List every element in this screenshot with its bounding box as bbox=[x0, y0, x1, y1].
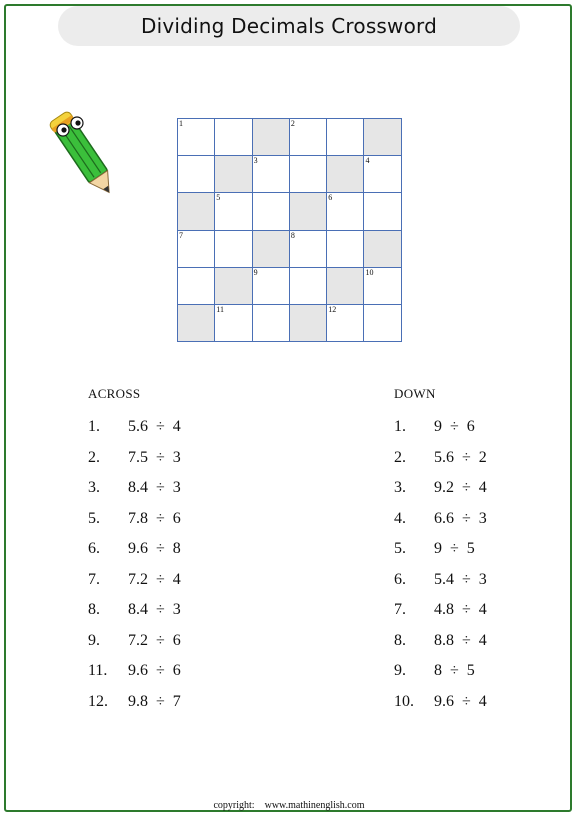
cell-number: 10 bbox=[365, 267, 374, 277]
grid-cell-shaded bbox=[253, 231, 290, 268]
grid-cell-shaded bbox=[215, 268, 252, 305]
cell-number: 1 bbox=[179, 119, 183, 128]
clue-expression: 7.8 ÷ 6 bbox=[128, 509, 181, 527]
across-clue bbox=[88, 632, 181, 663]
crossword-grid bbox=[177, 118, 402, 342]
down-clue-list bbox=[394, 418, 487, 723]
grid-cell[interactable] bbox=[215, 305, 252, 342]
cell-number: 12 bbox=[328, 304, 337, 314]
clue-number: 2. bbox=[88, 448, 100, 466]
grid-cell[interactable] bbox=[178, 231, 215, 268]
grid-cell[interactable] bbox=[178, 268, 215, 305]
grid-cell[interactable] bbox=[253, 156, 290, 193]
cell-number: 6 bbox=[328, 193, 333, 203]
clue-number: 5. bbox=[88, 509, 100, 527]
down-clue bbox=[394, 479, 487, 510]
clue-number: 9. bbox=[394, 662, 406, 679]
clue-expression: 4.8 ÷ 4 bbox=[434, 601, 487, 618]
grid-cell-shaded bbox=[290, 305, 327, 342]
clue-number: 7. bbox=[88, 570, 100, 588]
grid-cell-shaded bbox=[253, 119, 290, 156]
grid-cell[interactable] bbox=[290, 268, 327, 305]
grid-cell[interactable] bbox=[178, 156, 215, 193]
clue-number: 6. bbox=[394, 570, 406, 588]
cell-number: 3 bbox=[253, 156, 258, 166]
cell-number: 4 bbox=[365, 156, 370, 166]
grid-cell[interactable] bbox=[327, 305, 364, 342]
down-clue bbox=[394, 662, 487, 693]
down-heading: DOWN bbox=[394, 386, 436, 401]
clue-number: 7. bbox=[394, 601, 406, 618]
grid-cell-shaded bbox=[215, 156, 252, 193]
grid-cell[interactable] bbox=[327, 193, 364, 230]
down-clue bbox=[394, 601, 487, 632]
across-clue bbox=[88, 693, 181, 724]
across-clue bbox=[88, 510, 181, 541]
down-clue bbox=[394, 540, 487, 571]
across-clue bbox=[88, 449, 181, 480]
clue-number: 3. bbox=[88, 479, 100, 496]
grid-cell-shaded bbox=[178, 193, 215, 230]
clue-number: 4. bbox=[394, 509, 406, 527]
across-clue bbox=[88, 540, 181, 571]
clue-number: 8. bbox=[394, 631, 406, 649]
down-clue bbox=[394, 693, 487, 724]
grid-cell[interactable] bbox=[327, 231, 364, 268]
down-clue bbox=[394, 571, 487, 602]
grid-cell[interactable] bbox=[290, 119, 327, 156]
clue-number: 5. bbox=[394, 540, 406, 557]
clue-expression: 8.4 ÷ 3 bbox=[128, 479, 181, 496]
across-clue bbox=[88, 418, 181, 449]
grid-cell[interactable] bbox=[253, 305, 290, 342]
clue-expression: 9.6 ÷ 8 bbox=[128, 540, 181, 557]
grid-cell[interactable] bbox=[290, 231, 327, 268]
cell-number: 11 bbox=[216, 304, 224, 314]
copyright-site: www.mathinenglish.com bbox=[264, 800, 365, 811]
across-clue bbox=[88, 571, 181, 602]
down-clue bbox=[394, 632, 487, 663]
cell-number: 9 bbox=[253, 267, 258, 277]
clue-expression: 8 ÷ 5 bbox=[434, 662, 475, 679]
grid-cell[interactable] bbox=[253, 193, 290, 230]
cell-number: 2 bbox=[290, 119, 295, 128]
grid-cell[interactable] bbox=[364, 268, 401, 305]
clue-number: 1. bbox=[88, 418, 100, 435]
clue-number: 10. bbox=[394, 692, 414, 710]
copyright-footer bbox=[0, 800, 578, 811]
grid-cell[interactable] bbox=[364, 305, 401, 342]
across-clue bbox=[88, 662, 181, 693]
pencil-mascot-icon bbox=[46, 102, 118, 206]
grid-cell-shaded bbox=[364, 231, 401, 268]
grid-cell[interactable] bbox=[215, 119, 252, 156]
clue-expression: 8.8 ÷ 4 bbox=[434, 631, 487, 649]
down-clue bbox=[394, 510, 487, 541]
grid-cell[interactable] bbox=[290, 156, 327, 193]
clue-number: 9. bbox=[88, 631, 100, 649]
across-clue bbox=[88, 601, 181, 632]
clue-number: 3. bbox=[394, 479, 406, 496]
cell-number: 7 bbox=[179, 230, 183, 240]
clue-expression: 7.5 ÷ 3 bbox=[128, 448, 181, 466]
clue-number: 8. bbox=[88, 601, 100, 618]
clue-expression: 9 ÷ 6 bbox=[434, 418, 475, 435]
grid-cell[interactable] bbox=[364, 156, 401, 193]
clue-expression: 7.2 ÷ 4 bbox=[128, 570, 181, 588]
down-clue bbox=[394, 449, 487, 480]
clue-number: 2. bbox=[394, 448, 406, 466]
clue-number: 12. bbox=[88, 692, 108, 710]
grid-cell-shaded bbox=[327, 156, 364, 193]
grid-cell-shaded bbox=[327, 268, 364, 305]
clue-expression: 5.6 ÷ 2 bbox=[434, 448, 487, 466]
grid-cell[interactable] bbox=[178, 119, 215, 156]
across-clue bbox=[88, 479, 181, 510]
clue-expression: 8.4 ÷ 3 bbox=[128, 601, 181, 618]
page-title: Dividing Decimals Crossword bbox=[140, 14, 438, 38]
clue-expression: 6.6 ÷ 3 bbox=[434, 509, 487, 527]
grid-cell[interactable] bbox=[327, 119, 364, 156]
grid-cell-shaded bbox=[364, 119, 401, 156]
cell-number: 8 bbox=[290, 230, 295, 240]
clue-number: 11. bbox=[88, 662, 108, 679]
clue-number: 1. bbox=[394, 418, 406, 435]
down-clue bbox=[394, 418, 487, 449]
cell-number: 5 bbox=[216, 193, 221, 203]
grid-cell[interactable] bbox=[364, 193, 401, 230]
title-banner bbox=[58, 6, 520, 46]
grid-cell-shaded bbox=[178, 305, 215, 342]
grid-cell[interactable] bbox=[215, 193, 252, 230]
clue-expression: 9.2 ÷ 4 bbox=[434, 479, 487, 496]
across-clue-list bbox=[88, 418, 181, 723]
grid-cell[interactable] bbox=[253, 268, 290, 305]
clue-expression: 5.6 ÷ 4 bbox=[128, 418, 181, 435]
grid-cell-shaded bbox=[290, 193, 327, 230]
across-heading: ACROSS bbox=[88, 386, 141, 401]
clue-expression: 9 ÷ 5 bbox=[434, 540, 475, 557]
clue-number: 6. bbox=[88, 540, 100, 557]
clue-expression: 9.6 ÷ 4 bbox=[434, 692, 487, 710]
clue-expression: 5.4 ÷ 3 bbox=[434, 570, 487, 588]
clue-expression: 9.6 ÷ 6 bbox=[128, 662, 181, 679]
clue-expression: 7.2 ÷ 6 bbox=[128, 631, 181, 649]
clue-expression: 9.8 ÷ 7 bbox=[128, 692, 181, 710]
copyright-label: copyright: bbox=[213, 800, 255, 811]
grid-cell[interactable] bbox=[215, 231, 252, 268]
